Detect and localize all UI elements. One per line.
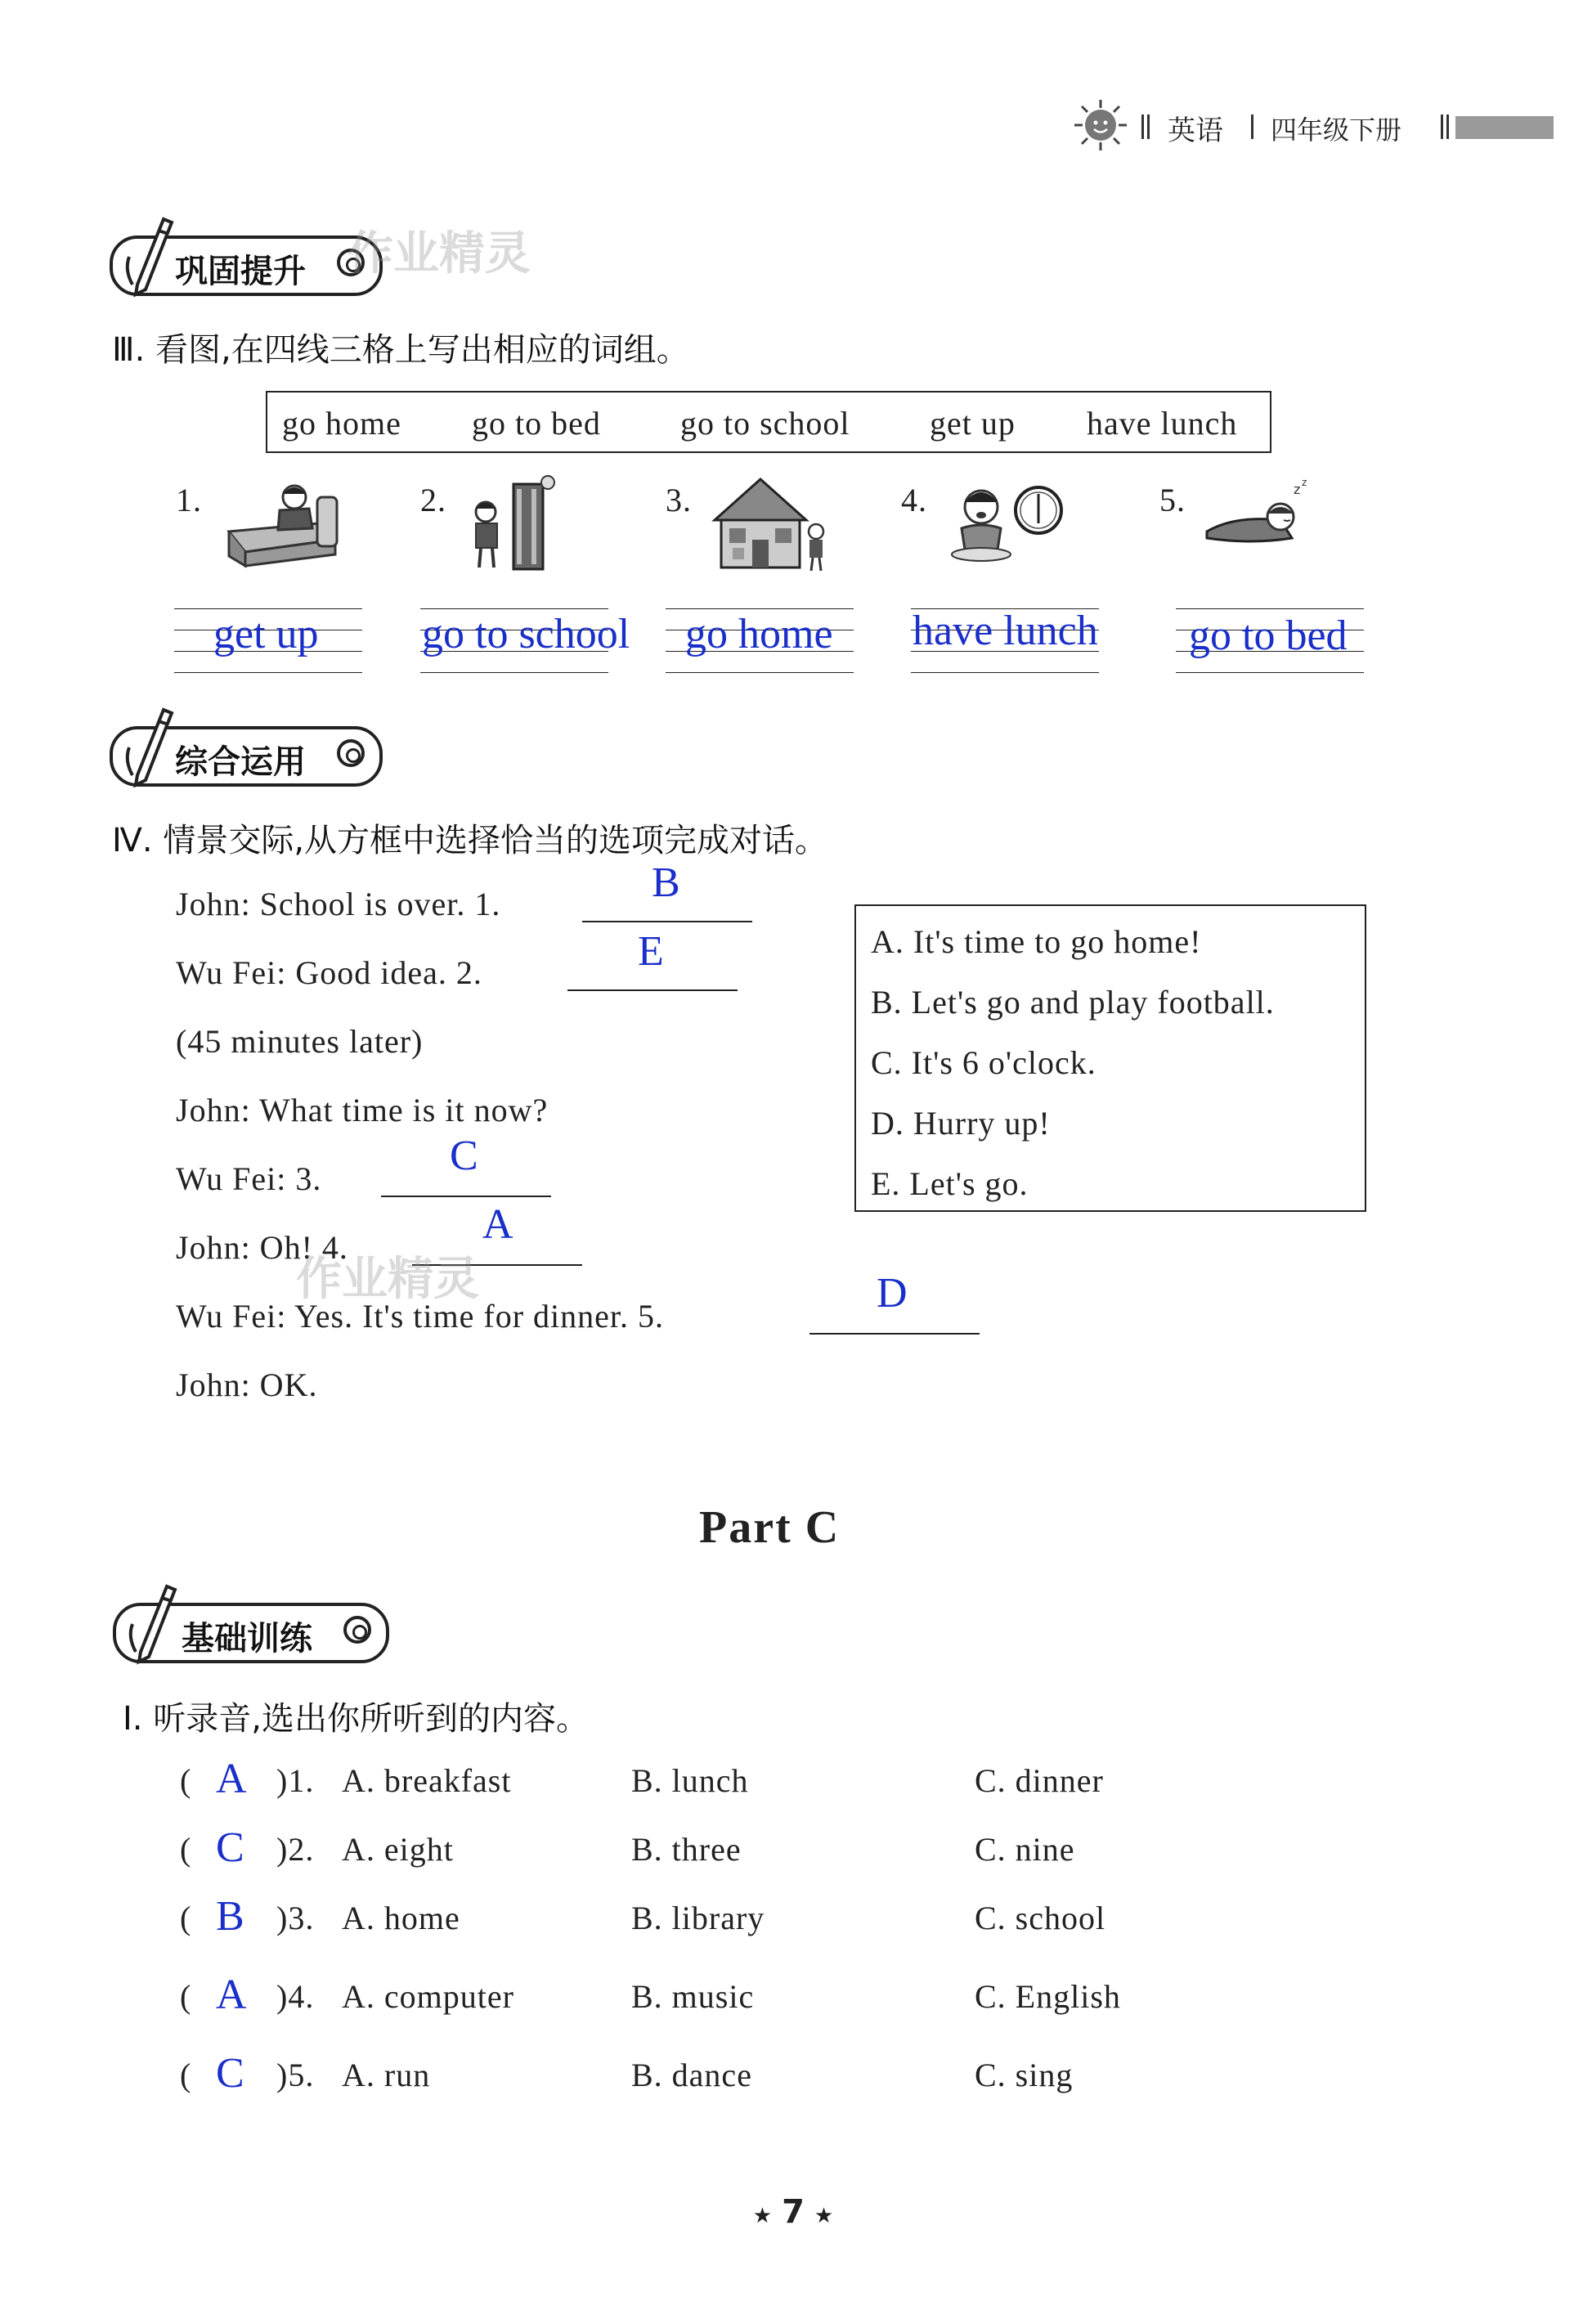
watermark: 作业精灵 xyxy=(348,227,531,280)
question-number: )4. xyxy=(276,1978,315,2015)
option-c: C. nine xyxy=(975,1831,1075,1868)
options-box xyxy=(854,904,1366,1212)
dialogue-line: John: What time is it now? xyxy=(176,1092,549,1128)
header-divider xyxy=(1141,114,1144,139)
item-number: 3. xyxy=(666,482,692,518)
dialogue-answer: A xyxy=(482,1201,513,1248)
writing-line xyxy=(174,672,362,673)
dialogue-line: (45 minutes later) xyxy=(176,1023,424,1060)
header-subject: 英语 xyxy=(1168,114,1223,147)
header-grade: 四年级下册 xyxy=(1271,114,1402,146)
item-number: 2. xyxy=(420,482,446,518)
part-title: Part C xyxy=(699,1502,841,1553)
star-icon: ★ xyxy=(752,2204,773,2228)
writing-line xyxy=(666,608,854,609)
question-title: Ⅰ. 听录音,选出你所听到的内容。 xyxy=(123,1700,589,1738)
dialogue-answer: D xyxy=(877,1270,908,1317)
option-b: B. library xyxy=(631,1900,765,1936)
writing-line xyxy=(1176,672,1364,673)
phrase-item: go to school xyxy=(680,405,850,442)
written-answer: go home xyxy=(685,611,833,657)
written-answer: go to bed xyxy=(1189,612,1348,659)
pencil-icon xyxy=(121,707,178,788)
writing-lines xyxy=(911,608,1099,675)
phrase-box xyxy=(266,391,1271,453)
badge-label: 基础训练 xyxy=(182,1620,312,1658)
header-divider xyxy=(1251,114,1253,139)
dialogue-line: Wu Fei: Good idea. 2. xyxy=(176,954,482,991)
writing-line xyxy=(1176,608,1364,609)
question-number: )3. xyxy=(276,1900,315,1936)
writing-line xyxy=(911,672,1099,673)
option-c: C. English xyxy=(975,1978,1121,2015)
badge-ring-icon xyxy=(337,739,365,767)
writing-line xyxy=(420,608,608,609)
option-c: C. dinner xyxy=(975,1762,1104,1799)
badge-label: 巩固提升 xyxy=(175,253,306,290)
listening-row xyxy=(180,1755,1243,1812)
answer-blank xyxy=(567,989,738,991)
phrase-item: go home xyxy=(282,405,401,442)
option-b: B. dance xyxy=(631,2057,752,2093)
writing-lines xyxy=(174,608,362,675)
dialogue-answer: E xyxy=(638,928,664,975)
header-divider xyxy=(1147,114,1150,139)
option-item: C. It's 6 o'clock. xyxy=(871,1044,1096,1081)
writing-line xyxy=(174,608,362,609)
option-a: A. run xyxy=(342,2057,431,2093)
svg-text:z: z xyxy=(1294,482,1301,497)
item-number: 1. xyxy=(176,482,202,518)
option-a: A. computer xyxy=(342,1978,514,2015)
question-number: )2. xyxy=(276,1831,315,1868)
child-getting-up-in-bed-icon xyxy=(221,474,343,572)
listening-row xyxy=(180,1971,1243,2028)
option-a: A. breakfast xyxy=(342,1762,512,1799)
option-b: B. lunch xyxy=(631,1762,749,1799)
dialogue-line: Wu Fei: 3. xyxy=(176,1160,322,1197)
open-paren: ( xyxy=(180,1978,192,2015)
svg-text:z: z xyxy=(1302,477,1307,488)
sun-logo-icon xyxy=(1071,98,1130,152)
option-item: E. Let's go. xyxy=(871,1165,1029,1202)
written-answer: get up xyxy=(213,611,319,657)
dialogue-line: Wu Fei: Yes. It's time for dinner. 5. xyxy=(176,1298,665,1335)
listening-row xyxy=(180,1824,1243,1881)
pencil-icon xyxy=(121,216,178,298)
header-divider xyxy=(1441,114,1443,139)
option-b: B. three xyxy=(631,1831,742,1868)
section-badge-consolidate xyxy=(110,216,384,298)
page-header xyxy=(1071,96,1562,154)
phrase-item: get up xyxy=(930,405,1016,442)
open-paren: ( xyxy=(180,1831,192,1868)
option-b: B. music xyxy=(631,1978,755,2015)
page-footer xyxy=(728,2193,859,2242)
option-item: D. Hurry up! xyxy=(871,1105,1051,1142)
listening-row xyxy=(180,2049,1243,2106)
choice-answer: C xyxy=(216,1824,244,1871)
answer-blank xyxy=(381,1196,551,1197)
page-number: 7 xyxy=(782,2193,805,2231)
written-answer: have lunch xyxy=(913,608,1098,654)
dialogue-line: John: Oh! 4. xyxy=(176,1229,348,1266)
choice-answer: A xyxy=(216,1972,247,2018)
option-a: A. eight xyxy=(342,1831,454,1868)
open-paren: ( xyxy=(180,2057,192,2093)
dialogue-line: John: School is over. 1. xyxy=(176,886,501,922)
writing-line xyxy=(420,672,608,673)
writing-lines xyxy=(666,608,854,675)
open-paren: ( xyxy=(180,1762,192,1799)
header-bar xyxy=(1455,116,1554,139)
item-number: 5. xyxy=(1159,482,1186,518)
answer-blank xyxy=(582,921,752,922)
item-number: 4. xyxy=(901,482,927,518)
written-answer: go to school xyxy=(422,611,630,657)
section-badge-basic-training xyxy=(113,1583,391,1665)
question-title: Ⅳ. 情景交际,从方框中选择恰当的选项完成对话。 xyxy=(112,822,828,859)
writing-lines xyxy=(420,608,630,675)
answer-blank xyxy=(809,1333,980,1335)
child-sleeping-icon xyxy=(1202,474,1316,556)
header-divider xyxy=(1446,114,1449,139)
option-item: A. It's time to go home! xyxy=(871,923,1202,960)
house-icon xyxy=(710,474,832,577)
phrase-item: have lunch xyxy=(1087,405,1238,442)
dialogue-answer: C xyxy=(450,1133,478,1179)
open-paren: ( xyxy=(180,1900,192,1936)
badge-label: 综合运用 xyxy=(175,743,306,781)
watermark: 作业精灵 xyxy=(296,1253,479,1306)
writing-lines xyxy=(1176,608,1364,675)
choice-answer: C xyxy=(216,2050,244,2097)
option-c: C. sing xyxy=(975,2057,1074,2093)
question-number: )1. xyxy=(276,1762,315,1799)
pencil-icon xyxy=(124,1583,182,1665)
option-c: C. school xyxy=(975,1900,1106,1936)
dialogue-answer: B xyxy=(652,859,680,906)
listening-row xyxy=(180,1892,1243,1949)
option-a: A. home xyxy=(342,1900,460,1936)
writing-line xyxy=(666,672,854,673)
dialogue-line: John: OK. xyxy=(176,1366,318,1403)
question-number: )5. xyxy=(276,2057,315,2093)
choice-answer: B xyxy=(216,1893,244,1940)
option-item: B. Let's go and play football. xyxy=(871,984,1275,1021)
phrase-item: go to bed xyxy=(472,405,601,442)
choice-answer: A xyxy=(216,1756,247,1802)
child-at-door-icon xyxy=(466,474,556,577)
badge-ring-icon xyxy=(343,1616,371,1644)
child-eating-with-clock-icon xyxy=(948,474,1071,572)
question-title: Ⅲ. 看图,在四线三格上写出相应的词组。 xyxy=(112,331,689,369)
section-badge-application xyxy=(110,707,384,788)
star-icon: ★ xyxy=(814,2204,834,2228)
